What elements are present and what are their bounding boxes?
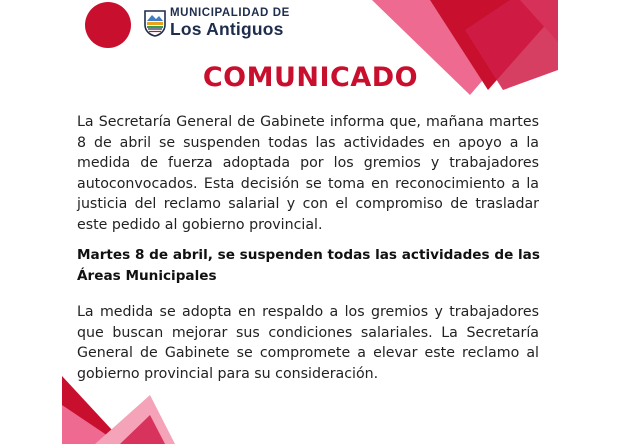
logo-text <box>170 8 290 38</box>
logo-line2: Los Antiguos <box>170 18 284 39</box>
municipal-shield-icon <box>143 9 167 37</box>
logo-line1: MUNICIPALIDAD DE <box>170 7 290 19</box>
subheading: Martes 8 de abril, se suspenden todas las actividades de las Áreas Municipales <box>77 247 540 284</box>
page-title: COMUNICADO <box>202 62 419 93</box>
municipality-logo <box>143 8 290 38</box>
decorative-red-circle <box>85 2 131 48</box>
paragraph-announcement: La Secretaría General de Gabinete informa que, mañana martes 8 de abril se suspenden todas las actividades en apoyo a la medida de fuerza adoptada por los gremios y trabajadores autoconvocados. Esta decisión se toma en reconocimiento a la justicia del reclamo salarial y con el compromiso de trasladar este pedido al gobierno provincial. <box>77 114 539 233</box>
paragraph-support: La medida se adopta en respaldo a los gremios y trabajadores que buscan mejorar sus condiciones salariales. La Secretaría General de Gabinete se compromete a elevar este reclamo al gobierno provincial para su consideración. <box>77 304 539 382</box>
